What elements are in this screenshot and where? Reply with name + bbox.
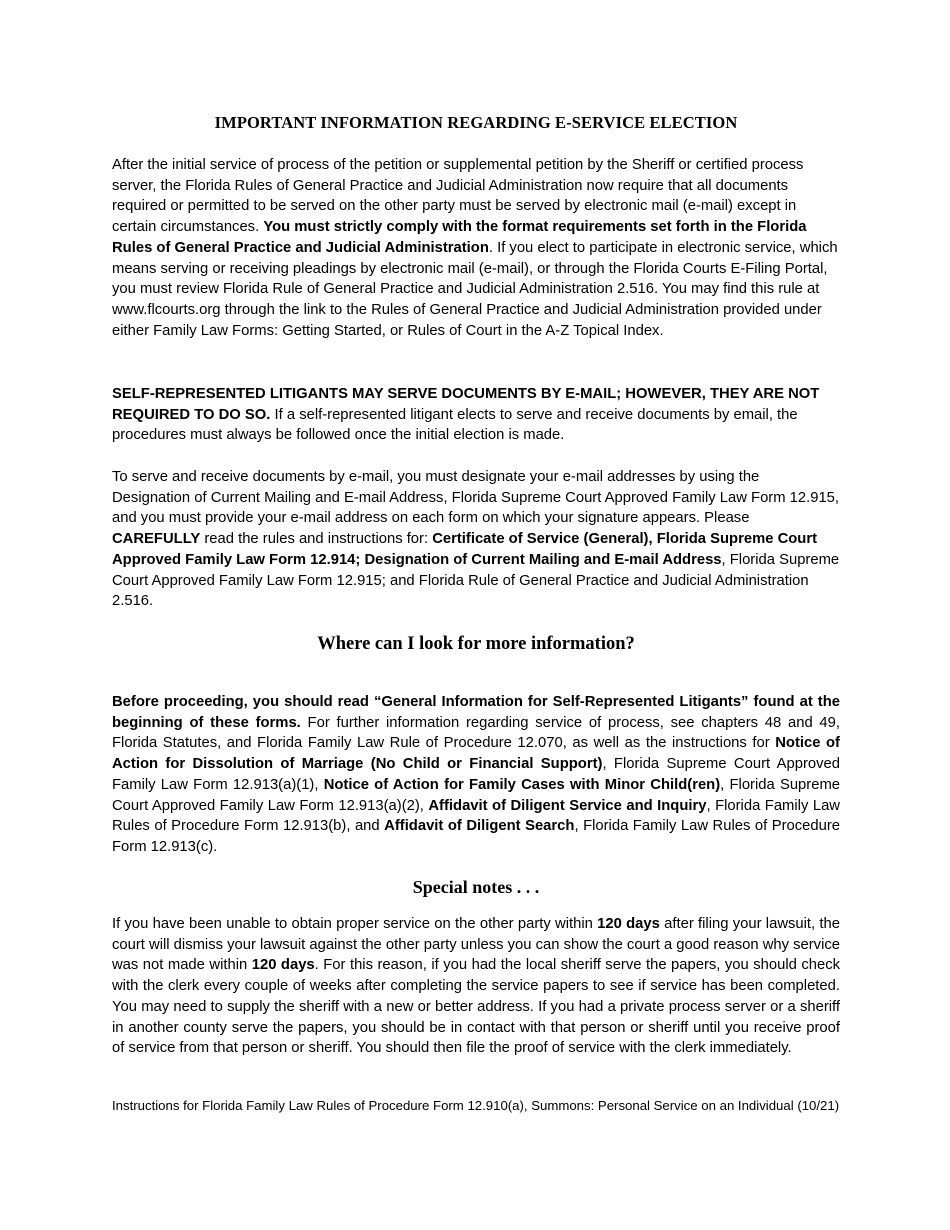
text-run: For further information regarding service of process, see chapters 48 and 49, Florida Statutes, and Florida Family Law Rule of Procedure 12.070, as well as the instructions for: [112, 714, 840, 752]
bold-run: 120 days: [251, 957, 315, 974]
text-run: , Florida Family Law Rules of Procedure Form 12.913(c).: [112, 818, 840, 855]
special-notes-paragraph: [112, 914, 840, 1059]
text-run: To serve and receive documents by e-mail, you must designate your e-mail addresses by using the Designation of Current Mailing and E-mail Address, Florida Supreme Court Approved Family Law Form 12.915, and you must provide your e-mail address on each form on which your signature appears. Please: [112, 469, 840, 527]
text-run: After the initial service of process of the petition or supplemental petition by the Sheriff or certified process server, the Florida Rules of General Practice and Judicial Administration now require that all documents required or permitted to be served on the other party must be served by electronic mail (e-mail) except in certain circumstances.: [112, 157, 804, 236]
eservice-heading: IMPORTANT INFORMATION REGARDING E-SERVICE ELECTION: [214, 113, 738, 132]
text-run: If you have been unable to obtain proper service on the other party within: [112, 916, 598, 932]
bold-run: SELF-REPRESENTED LITIGANTS MAY SERVE DOCUMENTS BY E-MAIL; HOWEVER, THEY ARE NOT REQUIRED TO DO SO.: [112, 386, 820, 423]
self-represented-paragraph: [112, 384, 840, 446]
bold-run: Notice of Action for Family Cases with Minor Child(ren): [323, 776, 721, 793]
bold-run: Certificate of Service (General), Florida Supreme Court Approved Family Law Form 12.914; Designation of Current Mailing and E-mail Address: [112, 531, 818, 568]
text-run: . For this reason, if you had the local sheriff serve the papers, you should check with the clerk every couple of weeks after completing the service papers to see if service has been completed. You may need to supply the sheriff with a new or better address. If you had a private process server or a sheriff in another county serve the papers, you should be in contact with that person or sheriff until you receive proof of service from that person or sheriff. You should then file the proof of service with the clerk immediately.: [112, 957, 841, 1057]
text-run: read the rules and instructions for:: [200, 531, 433, 548]
special-notes-heading: Special notes . . .: [412, 877, 540, 897]
bold-run: CAREFULLY: [112, 531, 201, 548]
text-run: , Florida Family Law Rules of Procedure Form 12.913(b), and: [112, 797, 840, 835]
bold-run: Before proceeding, you should read “General Information for Self-Represented Litigants” found at the beginning of these forms.: [112, 694, 840, 731]
bold-run: You must strictly comply with the format requirements set forth in the Florida Rules of General Practice and Judicial Administration: [112, 219, 807, 256]
bold-run: Affidavit of Diligent Search: [384, 818, 575, 835]
email-designation-paragraph: [112, 467, 840, 612]
text-run: , Florida Supreme Court Approved Family Law Form 12.913(a)(2),: [112, 776, 840, 814]
bold-run: Notice of Action for Dissolution of Marriage (No Child or Financial Support): [112, 735, 840, 773]
eservice-paragraph: [112, 155, 840, 341]
bold-run: 120 days: [597, 916, 660, 932]
text-run: , Florida Supreme Court Approved Family Law Form 12.915; and Florida Rule of General Practice and Judicial Administration 2.516.: [112, 551, 840, 610]
more-information-paragraph: [112, 692, 840, 858]
text-run: If a self-represented litigant elects to serve and receive documents by email, the procedures must always be followed once the initial election is made.: [112, 406, 798, 444]
page-footer: Instructions for Florida Family Law Rules of Procedure Form 12.910(a), Summons: Personal Service on an Individual (10/21): [112, 1098, 840, 1113]
text-run: , Florida Supreme Court Approved Family Law Form 12.913(a)(1),: [112, 756, 840, 793]
text-run: after filing your lawsuit, the court will dismiss your lawsuit against the other party unless you can show the court a good reason why service was not made within: [112, 916, 840, 974]
more-information-heading: Where can I look for more information?: [317, 634, 635, 654]
text-run: . If you elect to participate in electronic service, which means serving or receiving pleadings by electronic mail (e-mail), or through the Florida Courts E-Filing Portal, you must review Florida Rule of General Practice and Judicial Administration 2.516. You may find this rule at www.flcourts.org through the link to the Rules of General Practice and Judicial Administration provided under either Family Law Forms: Getting Started, or Rules of Court in the A-Z Topical Index.: [112, 239, 838, 339]
bold-run: Affidavit of Diligent Service and Inquiry: [428, 797, 707, 814]
